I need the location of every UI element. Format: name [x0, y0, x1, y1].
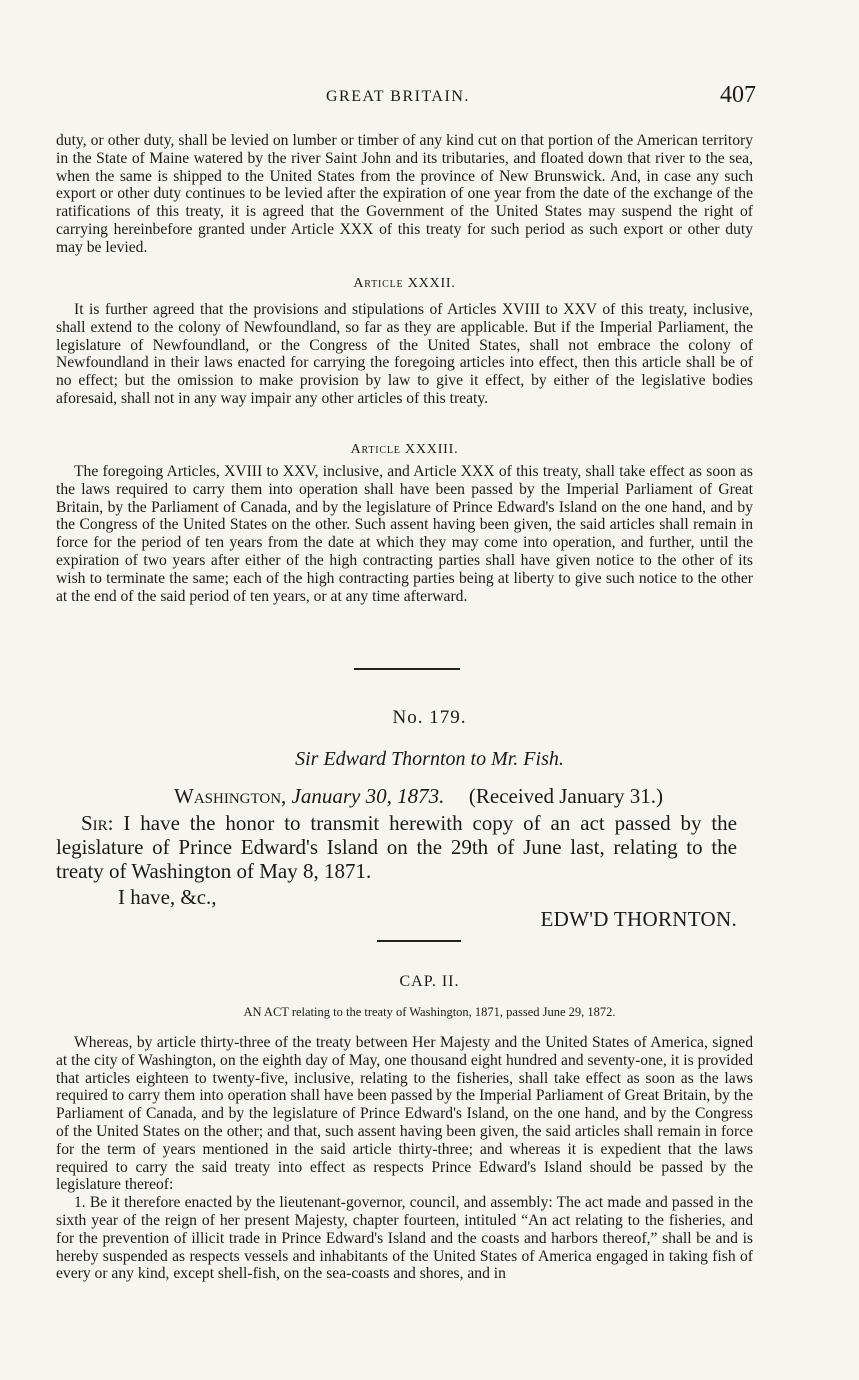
running-head	[56, 82, 756, 112]
letter-place: Washington,	[174, 784, 287, 808]
act-preamble: Whereas, by article thirty-three of the treaty between Her Majesty and the United States of America, signed at the city of Washington, on the eighth day of May, one thousand eight hundred and seventy-one, it is provided that articles eighteen to twenty-five, inclusive, relating to the fisheries, shall take effect as soon as the laws required to carry them into operation shall have been passed by the Imperial Parliament of Great Britain, by the Parliament of Canada, and by the legislature of Prince Edward's Island, on the one hand, and by the Congress of the United States on the other; and that, such assent having been given, the said articles shall remain in force for the term of years mentioned in the said article thirty-three; and whereas it is expedient that the laws required to carry the said treaty into effect as respects Prince Edward's Island should be passed by the legislature thereof:	[56, 1034, 753, 1194]
letter-block	[56, 784, 737, 931]
letter-dateline	[56, 784, 737, 808]
section-divider	[354, 668, 460, 670]
running-title: GREAT BRITAIN.	[326, 88, 470, 105]
document-number: No. 179.	[392, 707, 467, 728]
top-continuation-block	[56, 132, 753, 257]
article-32-text: It is further agreed that the provisions and stipulations of Articles XVIII to XXV of this treaty, inclusive, shall extend to the colony of Newfoundland, so far as they are applicable. But if the Imperial Parliament, the legislature of Newfoundland, or the Congress of the United States, shall not embrace the colony of Newfoundland in their laws enacted for carrying the foregoing articles into effect, then this article shall be of no effect; but the omission to make provision by law to give it effect, by either of the legislative bodies aforesaid, shall not in any way impair any other articles of this treaty.	[56, 301, 753, 407]
letter-closing: I have, &c.,	[118, 885, 217, 909]
act-title: AN ACT relating to the treaty of Washington, 1871, passed June 29, 1872.	[243, 1005, 616, 1019]
letter-received: (Received January 31.)	[468, 784, 664, 808]
act-section-1: 1. Be it therefore enacted by the lieutenant-governor, council, and assembly: The act made and passed in the sixth year of the reign of her present Majesty, chapter fourteen, intituled “An act relating to the fisheries, and for the prevention of illicit trade in Prince Edward's Island and the coasts and harbors thereof,” shall be and is hereby suspended as respects vessels and inhabitants of the United States of America engaged in taking fish of every or any kind, except shell-fish, on the sea-coasts and shores, and in	[56, 1194, 753, 1283]
article-32-heading: Article XXXII.	[353, 276, 456, 291]
chapter-heading: CAP. II.	[399, 973, 460, 990]
article-32-block	[56, 276, 753, 408]
continuation-paragraph: duty, or other duty, shall be levied on lumber or timber of any kind cut on that portion of the American territory in the State of Maine watered by the river Saint John and its tributaries, and floated down that river to the sea, when the same is shipped to the United States from the province of New Brunswick. And, in case any such export or other duty continues to be levied after the expiration of one year from the date of the exchange of the ratifications of this treaty, it is agreed that the Government of the United States may suspend the right of carrying hereinbefore granted under Article XXX of this treaty for such period as such export or other duty may be levied.	[56, 132, 753, 256]
act-text-block	[56, 1034, 753, 1283]
article-33-heading: Article XXXIII.	[350, 442, 459, 457]
letter-body-text: I have the honor to transmit herewith copy of an act passed by the legislature of Prince Edward's Island on the 29th of June last, relating to the treaty of Washington of May 8, 1871.	[56, 811, 738, 883]
article-33-text: The foregoing Articles, XVIII to XXV, inclusive, and Article XXX of this treaty, shall take effect as soon as the laws required to carry them into operation shall have been passed by the Imperial Parliament of Great Britain, by the Parliament of Canada, and by the legislature of Prince Edward's Island on the one hand, and by the Congress of the United States on the other. Such assent having been given, the said articles shall remain in force for the period of ten years from the date at which they may come into operation, and further, until the expiration of two years after either of the high contracting parties shall have given notice to the other of its wish to terminate the same; each of the high contracting parties being at liberty to give such notice to the other at the end of the said period of ten years, or at any time afterward.	[56, 463, 753, 605]
enclosure-divider	[377, 940, 461, 942]
letter-signature: EDW'D THORNTON.	[540, 907, 737, 931]
letter-subject: Sir Edward Thornton to Mr. Fish.	[295, 748, 564, 770]
letter-body	[56, 811, 737, 883]
letter-salutation: Sir:	[81, 811, 114, 835]
article-33-block	[56, 442, 753, 605]
page-number: 407	[720, 82, 756, 108]
letter-date: January 30, 1873.	[291, 784, 445, 808]
